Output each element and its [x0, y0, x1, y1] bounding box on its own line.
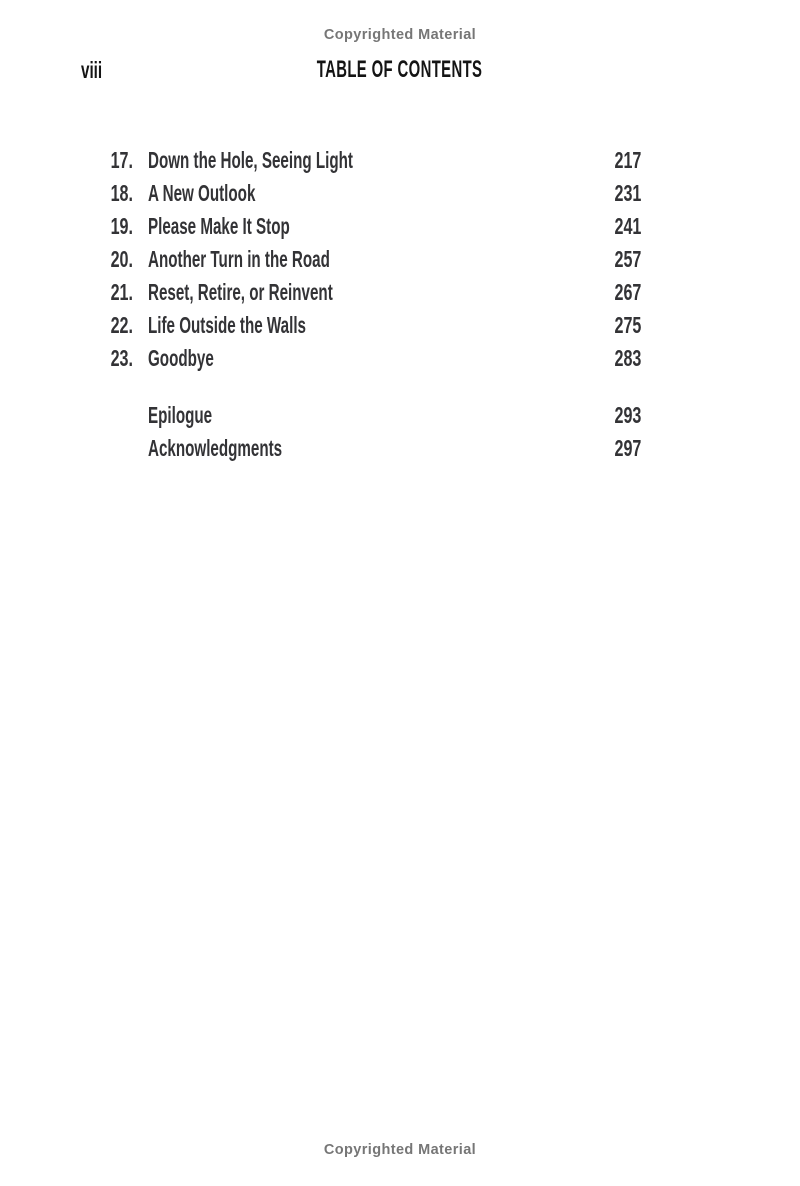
- chapter-number: 21.: [110, 279, 133, 305]
- chapter-number: 23.: [110, 345, 133, 371]
- back-matter-page-number: 297: [614, 435, 641, 461]
- chapter-number: 18.: [110, 180, 133, 206]
- toc-entry-18: [100, 177, 641, 210]
- toc-entry-20: [100, 243, 641, 276]
- chapter-title: Reset, Retire, or Reinvent: [148, 279, 333, 305]
- chapter-page-number: 241: [614, 213, 641, 239]
- toc-entry-19: [100, 210, 641, 243]
- chapter-title: A New Outlook: [148, 180, 256, 206]
- toc-entry-21: [100, 276, 641, 309]
- chapter-title: Please Make It Stop: [148, 213, 290, 239]
- copyright-notice-top: Copyrighted Material: [323, 27, 477, 43]
- back-matter-title: Acknowledgments: [148, 435, 283, 461]
- chapter-number: 22.: [110, 312, 133, 338]
- copyright-notice-bottom: Copyrighted Material: [323, 1142, 477, 1158]
- chapter-page-number: 267: [614, 279, 641, 305]
- chapter-page-number: 275: [614, 312, 641, 338]
- chapter-title: Another Turn in the Road: [148, 246, 330, 272]
- toc-entry-22: [100, 309, 641, 342]
- toc-entry-17: [100, 144, 641, 177]
- toc-entry-epilogue: [100, 399, 641, 432]
- back-matter-page-number: 293: [614, 402, 641, 428]
- table-of-contents: [100, 144, 641, 465]
- toc-entry-23: [100, 342, 641, 375]
- toc-entry-acknowledgments: [100, 432, 641, 465]
- chapter-page-number: 231: [614, 180, 641, 206]
- chapter-number: 20.: [110, 246, 133, 272]
- chapter-title: Life Outside the Walls: [148, 312, 307, 338]
- chapter-page-number: 257: [614, 246, 641, 272]
- chapter-page-number: 217: [614, 147, 641, 173]
- page-folio: viii: [81, 57, 103, 83]
- chapter-number: 19.: [110, 213, 133, 239]
- chapter-title: Down the Hole, Seeing Light: [148, 147, 353, 173]
- chapter-title: Goodbye: [148, 345, 214, 371]
- toc-header-title: TABLE OF CONTENTS: [317, 56, 483, 83]
- toc-back-matter: [100, 399, 641, 465]
- back-matter-title: Epilogue: [148, 402, 213, 428]
- running-head: [0, 58, 800, 82]
- chapter-page-number: 283: [614, 345, 641, 371]
- chapter-number: 17.: [110, 147, 133, 173]
